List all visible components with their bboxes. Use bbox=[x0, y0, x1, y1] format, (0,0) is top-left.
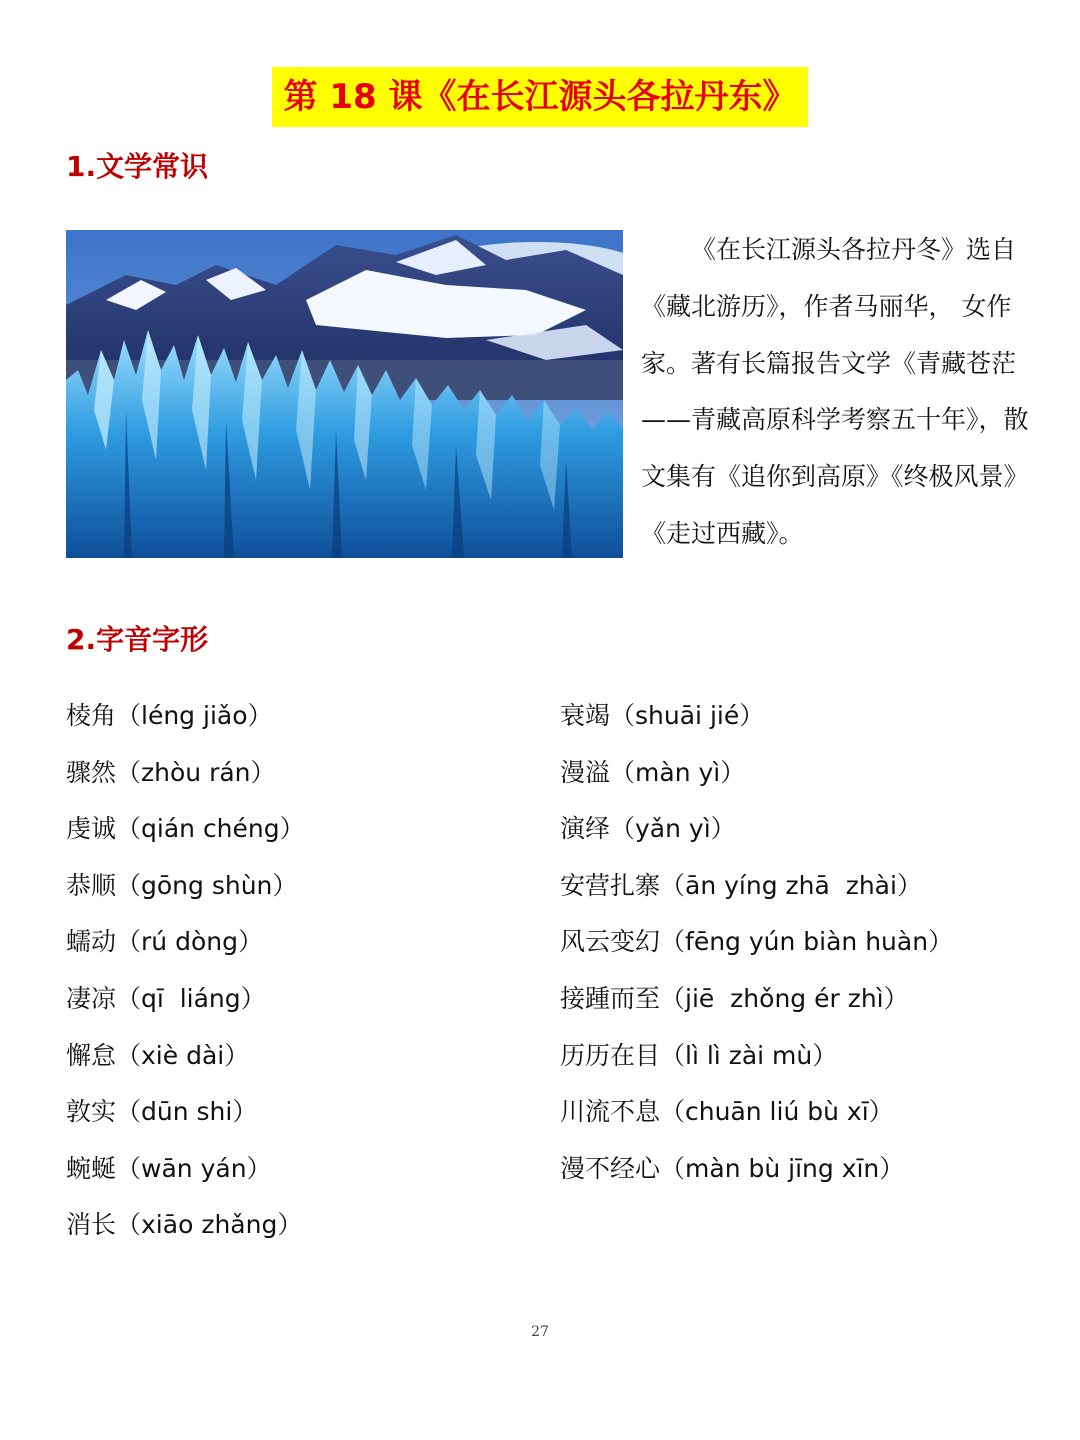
vocab-word: 漫不经心 bbox=[560, 1153, 661, 1183]
vocab-word: 消长 bbox=[66, 1210, 117, 1240]
vocab-item bbox=[66, 1034, 305, 1091]
vocabulary-list-right bbox=[560, 694, 953, 1203]
vocab-item bbox=[560, 977, 953, 1034]
vocab-word: 川流不息 bbox=[560, 1097, 661, 1127]
vocab-pinyin: （shuāi jié） bbox=[610, 701, 765, 730]
vocab-item bbox=[66, 807, 305, 864]
vocab-word: 演绎 bbox=[560, 814, 611, 844]
vocab-pinyin: （léng jiǎo） bbox=[116, 701, 273, 730]
vocab-pinyin: （qián chéng） bbox=[116, 814, 305, 844]
vocab-item bbox=[560, 751, 953, 808]
vocab-item bbox=[560, 920, 953, 977]
section-heading-pronunciation: 2.字音字形 bbox=[66, 623, 209, 656]
vocab-item bbox=[560, 864, 953, 921]
vocab-pinyin: （wān yán） bbox=[116, 1153, 272, 1183]
vocab-item bbox=[66, 920, 305, 977]
vocab-word: 接踵而至 bbox=[560, 983, 661, 1013]
vocab-item bbox=[66, 1203, 305, 1260]
vocab-item bbox=[560, 694, 953, 751]
vocab-pinyin: （fēng yún biàn huàn） bbox=[660, 927, 954, 957]
vocab-word: 骤然 bbox=[66, 757, 117, 787]
vocab-item bbox=[66, 751, 305, 808]
vocab-pinyin: （xiāo zhǎng） bbox=[116, 1210, 303, 1240]
vocab-item bbox=[66, 864, 305, 921]
vocab-word: 漫溢 bbox=[560, 757, 611, 787]
vocab-pinyin: （dūn shi） bbox=[116, 1097, 258, 1127]
vocab-pinyin: （màn yì） bbox=[610, 757, 746, 787]
vocab-pinyin: （zhòu rán） bbox=[116, 757, 276, 787]
vocab-item bbox=[66, 694, 305, 751]
section-heading-literature: 1.文学常识 bbox=[66, 150, 209, 183]
vocab-word: 蜿蜒 bbox=[66, 1153, 117, 1183]
vocab-pinyin: （qī liáng） bbox=[116, 983, 266, 1013]
vocab-pinyin: （jiē zhǒng ér zhì） bbox=[660, 983, 909, 1013]
vocab-word: 恭顺 bbox=[66, 870, 117, 900]
vocab-item bbox=[560, 1147, 953, 1204]
vocab-item bbox=[560, 1034, 953, 1091]
vocab-pinyin: （yǎn yì） bbox=[610, 814, 736, 844]
vocab-item bbox=[66, 977, 305, 1034]
vocab-word: 蠕动 bbox=[66, 927, 117, 957]
vocab-pinyin: （gōng shùn） bbox=[116, 870, 298, 900]
vocab-word: 虔诚 bbox=[66, 814, 117, 844]
vocabulary-list-left bbox=[66, 694, 305, 1260]
vocab-word: 历历在目 bbox=[560, 1040, 661, 1070]
vocab-item bbox=[560, 807, 953, 864]
vocab-item bbox=[560, 1090, 953, 1147]
vocab-pinyin: （màn bù jīng xīn） bbox=[660, 1153, 905, 1183]
vocab-item bbox=[66, 1147, 305, 1204]
glacier-photo bbox=[66, 230, 623, 558]
vocab-word: 棱角 bbox=[66, 701, 117, 730]
vocab-item bbox=[66, 1090, 305, 1147]
vocab-word: 安营扎寨 bbox=[560, 870, 661, 900]
vocab-pinyin: （ān yíng zhā zhài） bbox=[660, 870, 922, 900]
vocab-word: 风云变幻 bbox=[560, 927, 661, 957]
author-introduction: 《在长江源头各拉丹冬》选自《藏北游历》，作者马丽华， 女作家。著有长篇报告文学《青藏苍茫——青藏高原科学考察五十年》，散文集有《追你到高原》《终极风景》《走过西藏》。 bbox=[641, 235, 1029, 548]
vocab-pinyin: （xiè dài） bbox=[116, 1040, 250, 1070]
vocab-pinyin: （lì lì zài mù） bbox=[660, 1040, 838, 1070]
vocab-pinyin: （chuān liú bù xī） bbox=[660, 1097, 894, 1127]
vocab-word: 敦实 bbox=[66, 1097, 117, 1127]
vocab-pinyin: （rú dòng） bbox=[116, 927, 263, 957]
vocab-word: 懈怠 bbox=[66, 1040, 117, 1070]
vocab-word: 衰竭 bbox=[560, 701, 611, 730]
vocab-word: 凄凉 bbox=[66, 983, 117, 1013]
lesson-title: 第 18 课《在长江源头各拉丹东》 bbox=[272, 67, 808, 127]
page-number: 27 bbox=[531, 1324, 549, 1340]
